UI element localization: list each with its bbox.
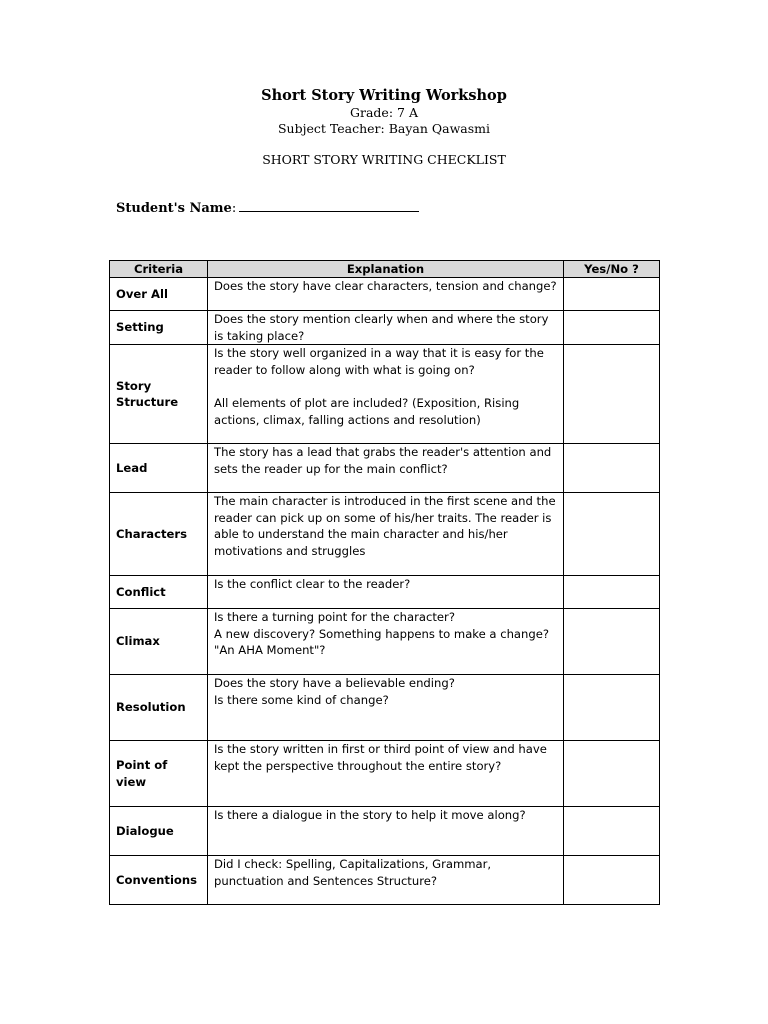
criteria-cell: Over All — [110, 278, 208, 311]
student-name-field[interactable] — [239, 199, 419, 212]
table-row — [110, 675, 660, 741]
explanation-cell — [208, 807, 564, 856]
explanation-text: Does the story have clear characters, tension and change? — [214, 279, 557, 293]
table-row — [110, 741, 660, 807]
table-header-row — [110, 261, 660, 278]
checklist-title: SHORT STORY WRITING CHECKLIST — [262, 152, 506, 167]
checklist-table — [109, 260, 660, 905]
document-header — [0, 86, 768, 168]
explanation-text: Is the conflict clear to the reader? — [214, 577, 411, 591]
explanation-text: Does the story have a believable ending? Is there some kind of change? — [214, 676, 455, 707]
explanation-cell — [208, 278, 564, 311]
table-row — [110, 493, 660, 576]
explanation-cell — [208, 609, 564, 675]
explanation-cell — [208, 345, 564, 444]
criteria-cell: Dialogue — [110, 807, 208, 856]
teacher-line: Subject Teacher: Bayan Qawasmi — [277, 121, 490, 136]
workshop-title: Short Story Writing Workshop — [261, 87, 507, 104]
table-row — [110, 444, 660, 493]
criteria-cell: Setting — [110, 311, 208, 345]
yesno-cell[interactable] — [564, 675, 660, 741]
yesno-cell[interactable] — [564, 576, 660, 609]
yesno-cell[interactable] — [564, 856, 660, 905]
paragraph-gap — [214, 378, 557, 395]
explanation-text: Did I check: Spelling, Capitalizations, Grammar, punctuation and Sentences Structure? — [214, 857, 492, 888]
table-row — [110, 576, 660, 609]
criteria-cell: Resolution — [110, 675, 208, 741]
explanation-cell — [208, 741, 564, 807]
explanation-text: All elements of plot are included? (Exposition, Rising actions, climax, falling actions and resolution) — [214, 396, 520, 427]
yesno-cell[interactable] — [564, 493, 660, 576]
explanation-text: Does the story mention clearly when and where the story is taking place? — [214, 312, 549, 343]
explanation-text: The story has a lead that grabs the reader's attention and sets the reader up for the main conflict? — [214, 445, 552, 476]
explanation-cell — [208, 493, 564, 576]
table-row — [110, 856, 660, 905]
explanation-cell — [208, 576, 564, 609]
explanation-cell — [208, 311, 564, 345]
student-name-row — [116, 199, 419, 217]
explanation-cell — [208, 444, 564, 493]
explanation-column-header: Explanation — [208, 261, 564, 278]
table-row — [110, 345, 660, 444]
yesno-column-header: Yes/No ? — [564, 261, 660, 278]
table-row — [110, 807, 660, 856]
grade-line: Grade: 7 A — [350, 105, 418, 120]
yesno-cell[interactable] — [564, 609, 660, 675]
yesno-cell[interactable] — [564, 807, 660, 856]
explanation-text: Is the story written in first or third point of view and have kept the perspective throughout the entire story? — [214, 742, 547, 773]
criteria-cell: Point of view — [110, 741, 208, 807]
criteria-column-header: Criteria — [110, 261, 208, 278]
explanation-text: Is there a turning point for the character? A new discovery? Something happens to make a change? "An AHA Moment"? — [214, 610, 550, 657]
explanation-cell — [208, 675, 564, 741]
criteria-cell: Characters — [110, 493, 208, 576]
yesno-cell[interactable] — [564, 741, 660, 807]
yesno-cell[interactable] — [564, 311, 660, 345]
explanation-text: Is there a dialogue in the story to help it move along? — [214, 808, 526, 822]
explanation-cell — [208, 856, 564, 905]
student-name-colon: : — [231, 201, 237, 216]
criteria-cell: Story Structure — [110, 345, 208, 444]
yesno-cell[interactable] — [564, 444, 660, 493]
yesno-cell[interactable] — [564, 345, 660, 444]
table-row — [110, 609, 660, 675]
criteria-cell: Conventions — [110, 856, 208, 905]
table-row — [110, 311, 660, 345]
table-row — [110, 278, 660, 311]
criteria-cell: Lead — [110, 444, 208, 493]
yesno-cell[interactable] — [564, 278, 660, 311]
explanation-text: The main character is introduced in the first scene and the reader can pick up on some of his/her traits. The reader is able to understand the main character and his/her motivations and struggles — [214, 494, 556, 558]
criteria-cell: Conflict — [110, 576, 208, 609]
checklist-body — [110, 278, 660, 905]
criteria-cell: Climax — [110, 609, 208, 675]
student-name-label: Student's Name — [116, 201, 232, 216]
explanation-text: Is the story well organized in a way that it is easy for the reader to follow along with what is going on? — [214, 346, 544, 377]
